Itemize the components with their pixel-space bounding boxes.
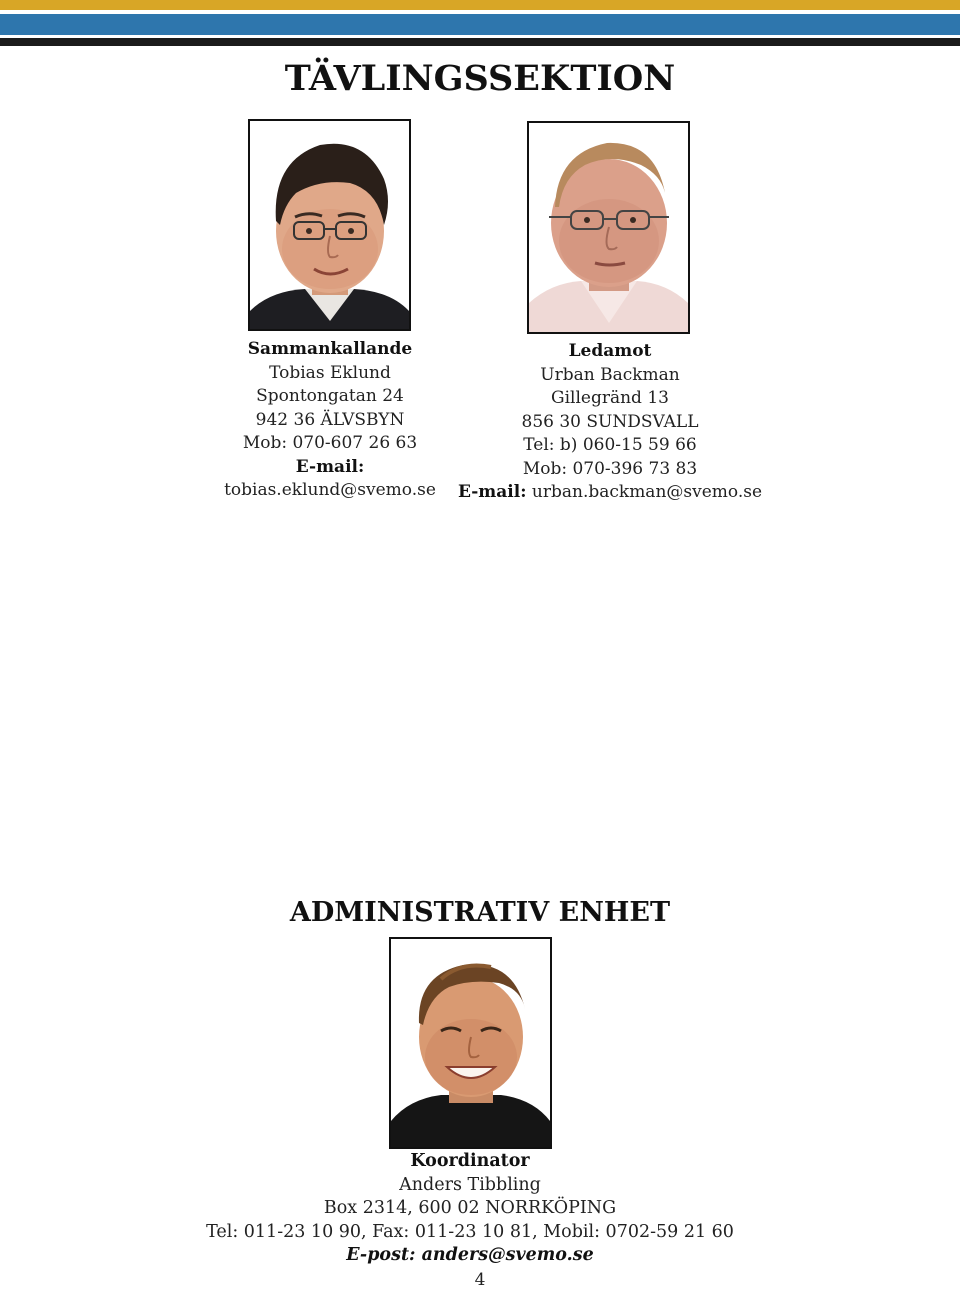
contact-name: Tobias Eklund	[269, 362, 391, 383]
email-label: E-mail:	[457, 482, 527, 502]
portrait-photo-anders-tibbling	[389, 937, 552, 1149]
contact-phone: Tel: b) 060-15 59 66	[523, 435, 697, 455]
email-label: E-mail:	[295, 456, 365, 477]
contact-name: Urban Backman	[540, 364, 680, 385]
contact-phones: Tel: 011-23 10 90, Fax: 011-23 10 81, Mobil: 0702-59 21 60	[206, 1221, 734, 1242]
section-title-tavlingssektion: TÄVLINGSSEKTION	[284, 58, 676, 99]
contact-street: Gillegränd 13	[551, 388, 669, 408]
portrait-photo-icon	[391, 939, 550, 1147]
contact-card-ledamot	[455, 340, 765, 505]
portrait-photo-icon	[529, 123, 688, 332]
contact-email-line	[190, 456, 470, 503]
contact-role: Sammankallande	[247, 339, 413, 359]
portrait-photo-tobias-eklund	[248, 119, 411, 331]
gold-stripe	[0, 0, 960, 10]
contact-email[interactable]: E-post: anders@svemo.se	[346, 1245, 594, 1265]
page-number: 4	[474, 1270, 486, 1290]
blue-stripe	[0, 14, 960, 35]
contact-role: Ledamot	[568, 341, 652, 361]
contact-card-sammankallande	[190, 338, 470, 503]
contact-street: Spontongatan 24	[256, 386, 404, 406]
contact-mobile: Mob: 070-607 26 63	[242, 433, 418, 453]
contact-email[interactable]: tobias.eklund@svemo.se	[224, 480, 436, 500]
header-stripes	[0, 0, 960, 46]
contact-email-line	[455, 481, 765, 505]
contact-card-koordinator	[160, 1150, 780, 1268]
dark-stripe	[0, 38, 960, 46]
section-title-administrativ-enhet: ADMINISTRATIV ENHET	[289, 897, 671, 928]
contact-mobile: Mob: 070-396 73 83	[522, 458, 698, 479]
contact-city: 942 36 ÄLVSBYN	[255, 409, 405, 430]
contact-email[interactable]: urban.backman@svemo.se	[531, 482, 763, 502]
contact-name: Anders Tibbling	[399, 1174, 541, 1195]
portrait-photo-icon	[250, 121, 409, 329]
contact-address: Box 2314, 600 02 NORRKÖPING	[323, 1198, 617, 1218]
contact-role: Koordinator	[410, 1151, 530, 1171]
portrait-photo-urban-backman	[527, 121, 690, 334]
contact-city: 856 30 SUNDSVALL	[521, 411, 699, 432]
